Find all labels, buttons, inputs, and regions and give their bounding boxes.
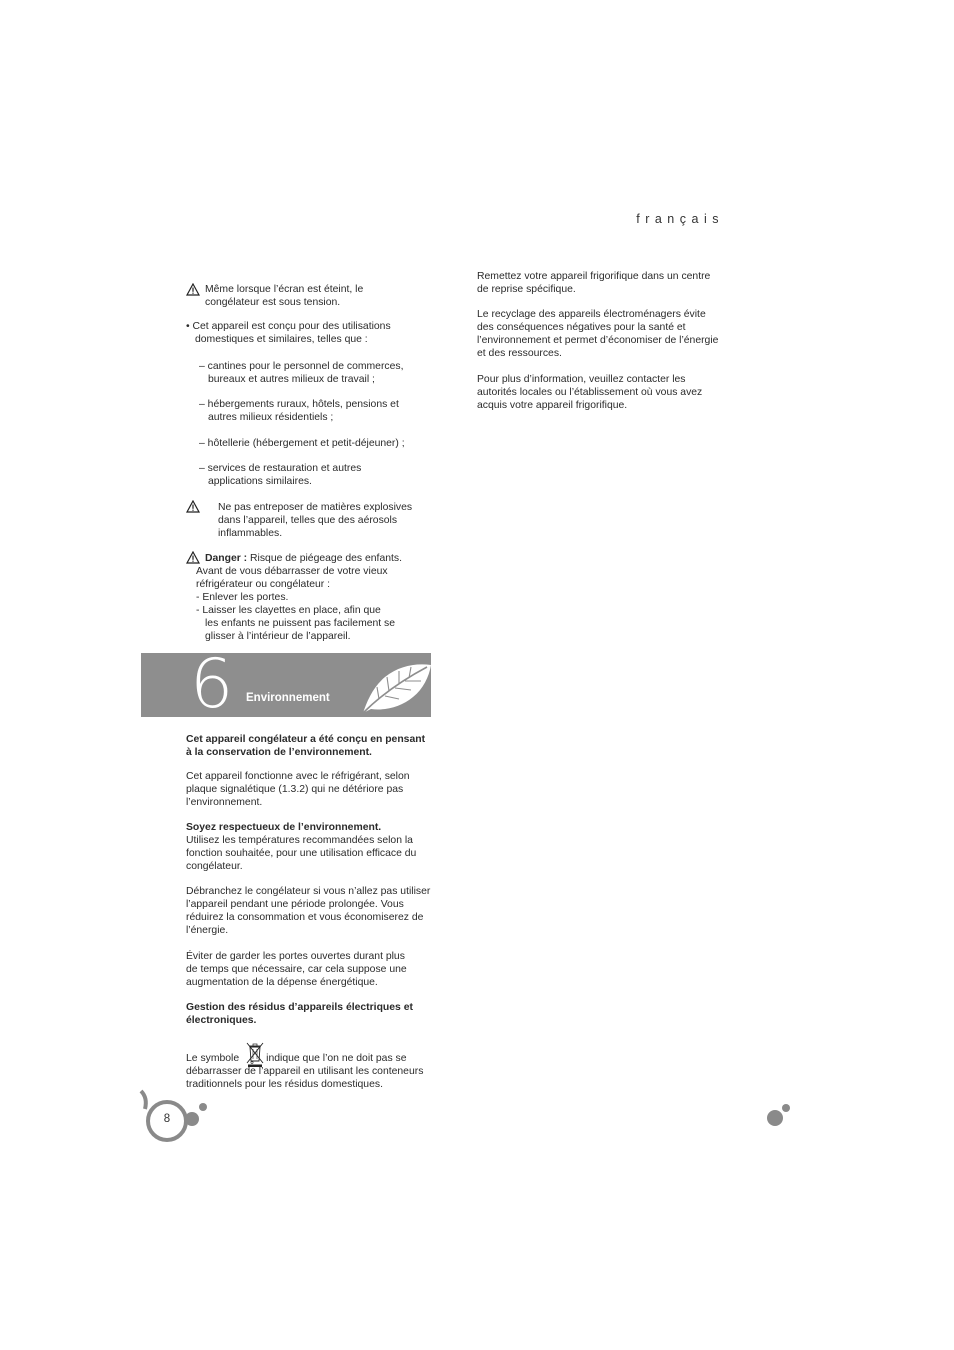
- section-number: 6: [190, 653, 234, 717]
- usage-intro: • Cet appareil est conçu pour des utilisations domestiques et similaires, telles que :: [186, 321, 391, 345]
- environment-refrigerant: Cet appareil fonctionne avec le réfrigérant, selon plaque signalétique (1.3.2) qui ne détériore pas l’environnement.: [186, 771, 410, 808]
- page-number: 8: [163, 1113, 171, 1125]
- right-recycling-center: Remettez votre appareil frigorifique dans un centre de reprise spécifique.: [477, 271, 711, 295]
- environment-unplug: Débranchez le congélateur si vous n’allez pas utiliser l’appareil pendant une période prolongée. Vous réduirez la consommation et vous économiserez de l’énergie.: [186, 886, 431, 936]
- weee-symbol-text: Le symbole indique que l’on ne doit pas se débarrasser de l’appareil en utilisant les conteneurs traditionnels pour les résidus domestiques.: [186, 1053, 424, 1090]
- environment-intro: Cet appareil congélateur a été conçu en pensant à la conservation de l’environnement.: [186, 734, 426, 758]
- danger-text: Avant de vous débarrasser de votre vieux réfrigérateur ou congélateur : - Enlever les portes. - Laisser les clayettes en place, afin que les enfants ne puissent pas facilement se glisser à l’intérieur de l’appareil.: [196, 566, 396, 642]
- danger-heading: Danger : Risque de piégeage des enfants.: [205, 553, 402, 564]
- right-recycling-benefits: Le recyclage des appareils électroménagers évite des conséquences négatives pour la santé et l’environnement et permet d’économiser de l’énergie et des ressources.: [477, 309, 719, 359]
- environment-doors: Éviter de garder les portes ouvertes durant plus de temps que nécessaire, car cela suppose une augmentation de la dépense énergétique.: [186, 951, 407, 988]
- warning-screen-off: Même lorsque l’écran est éteint, le congélateur est sous tension.: [205, 284, 364, 308]
- decorative-dots-icon: [762, 1100, 796, 1130]
- usage-item: – cantines pour le personnel de commerces, bureaux et autres milieux de travail ;: [199, 361, 404, 385]
- usage-item: – services de restauration et autres applications similaires.: [199, 463, 362, 487]
- right-more-info: Pour plus d’information, veuillez contacter les autorités locales ou l’établissement où vous avez acquis votre appareil frigorifique.: [477, 374, 703, 411]
- warning-triangle-icon: [186, 283, 200, 296]
- warning-triangle-icon: [186, 500, 200, 513]
- usage-item: – hébergements ruraux, hôtels, pensions et autres milieux résidentiels ;: [199, 399, 399, 423]
- section-title: Environnement: [246, 692, 330, 704]
- warning-explosives: Ne pas entreposer de matières explosives dans l’appareil, telles que des aérosols inflammables.: [218, 502, 413, 539]
- language-label: français: [636, 212, 724, 226]
- section-banner: [141, 653, 431, 717]
- environment-respect: Soyez respectueux de l’environnement. Utilisez les températures recommandées selon la fonction souhaitée, pour une utilisation efficace du congélateur.: [186, 822, 417, 872]
- usage-item: – hôtellerie (hébergement et petit-déjeuner) ;: [199, 438, 405, 449]
- warning-triangle-icon: [186, 551, 200, 564]
- leaf-icon: [357, 657, 431, 715]
- waste-heading: Gestion des résidus d’appareils électriques et électroniques.: [186, 1002, 413, 1026]
